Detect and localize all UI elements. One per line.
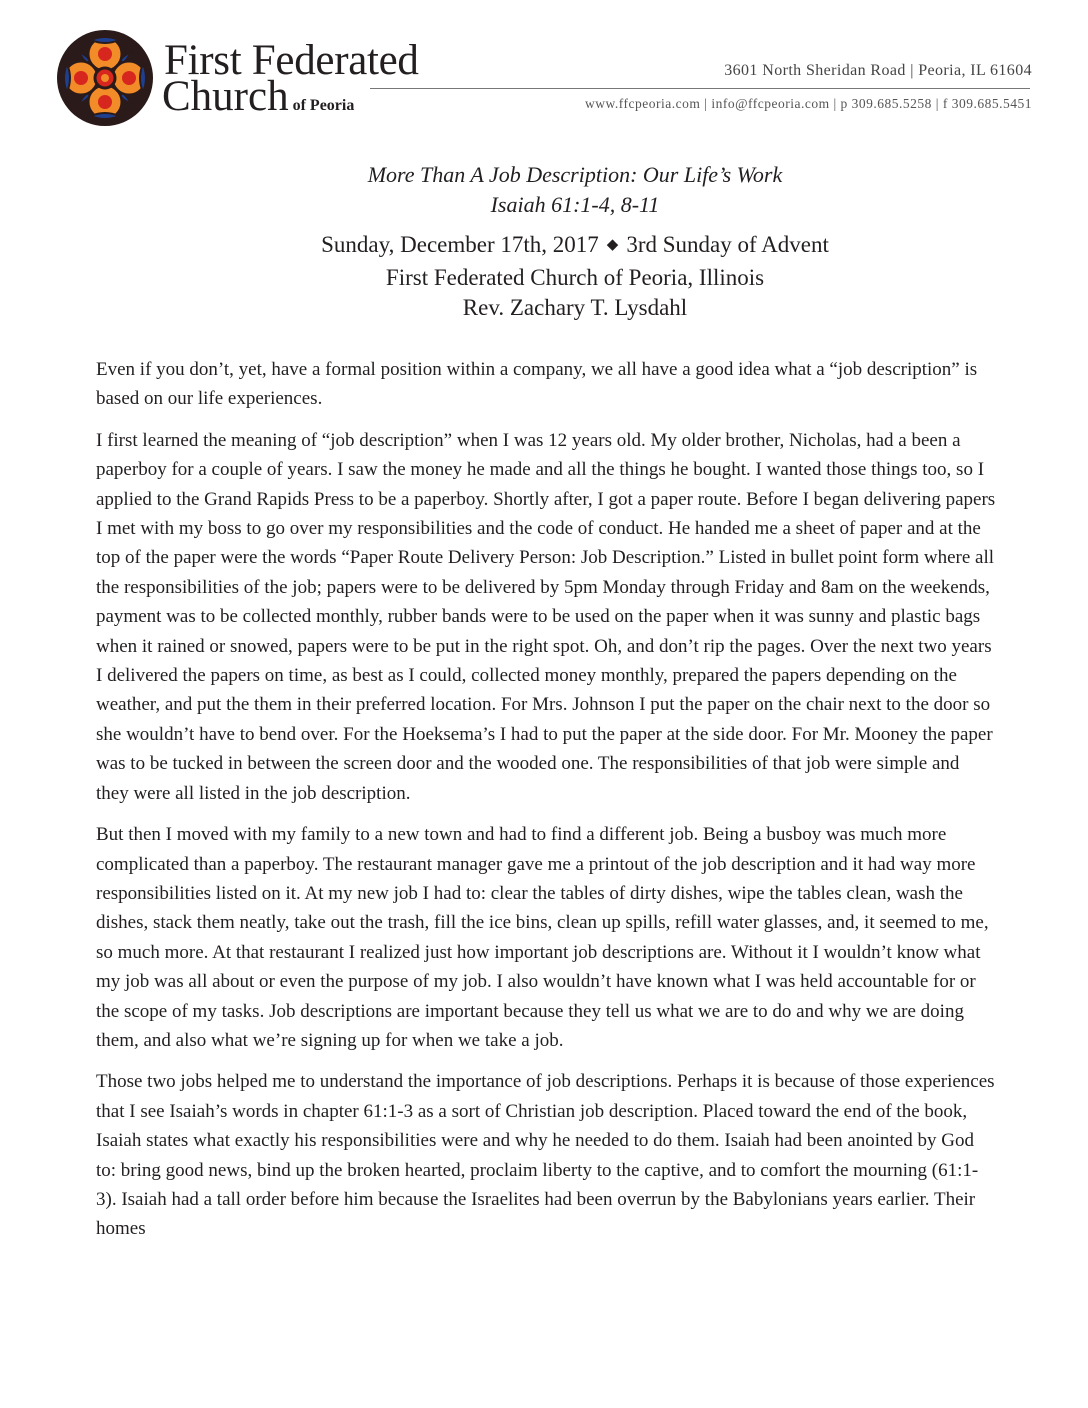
church-name-word: Church — [162, 73, 289, 120]
church-name-line1: First Federated — [164, 37, 419, 84]
sermon-title-block — [0, 160, 1088, 323]
letterhead — [0, 0, 1088, 130]
paragraph: Even if you don’t, yet, have a formal position within a company, we all have a good idea what a “job description” is based on our life experiences. — [96, 359, 978, 410]
sermon-occasion: 3rd Sunday of Advent — [626, 232, 829, 257]
church-logo-icon — [55, 28, 155, 128]
paragraph: Those two jobs helped me to understand the importance of job descriptions. Perhaps it is because of those experiences that I see Isaiah’s words in chapter 61:1-3 as a sort of Christian job description. Placed toward the end of the book, Isaiah states what exactly his responsibilities were and why he needed to do them. Isaiah had been anointed by God to: bring good news, bind up the broken hearted, proclaim liberty to the captive, and to comfort the mourning (61:1-3). Isaiah had a tall order before him because the Israelites had been overrun by the Babylonians years earlier. Their homes — [96, 1071, 995, 1240]
sermon-title: More Than A Job Description: Our Life’s Work — [367, 162, 783, 187]
church-name-line2 — [162, 74, 354, 129]
diamond-separator-icon: ◆ — [606, 237, 619, 253]
letterhead-rule — [370, 88, 1030, 89]
church-contact: www.ffcpeoria.com | info@ffcpeoria.com | p 309.685.5258 | f 309.685.5451 — [585, 96, 1032, 111]
scripture-reference: Isaiah 61:1-4, 8-11 — [490, 192, 660, 217]
paragraph: I first learned the meaning of “job description” when I was 12 years old. My older brother, Nicholas, had a been a paperboy for a couple of years. I saw the money he made and all the things he bought. I wanted those things too, so I applied to the Grand Rapids Press to be a paperboy. Shortly after, I got a paper route. Before I began delivering papers I met with my boss to go over my responsibilities and the code of conduct. He handed me a sheet of paper and at the top of the paper were the words “Paper Route Delivery Person: Job Description.” Listed in bullet point form where all the responsibilities of the job; papers were to be delivered by 5pm Monday through Friday and 8am on the weekends, payment was to be collected monthly, rubber bands were to be used on the paper when it was sunny and plastic bags when it rained or snowed, papers were to be put in the right spot. Oh, and don’t rip the pages. Over the next two years I delivered the papers on time, as best as I could, collected money monthly, prepared the papers depending on the weather, and put the them in their preferred location. For Mrs. Johnson I put the paper on the chair next to the door so she wouldn’t have to bend over. For the Hoeksema’s I had to put the paper at the side door. For Mr. Mooney the paper was to be tucked in between the screen door and the wooded one. The responsibilities of that job were simple and they were all listed in the job description. — [96, 429, 996, 804]
paragraph: But then I moved with my family to a new town and had to find a different job. Being a busboy was much more complicated than a paperboy. The restaurant manager gave me a printout of the job description and it had way more responsibilities listed on it. At my new job I had to: clear the tables of dirty dishes, wipe the tables clean, wash the dishes, stack them neatly, take out the trash, fill the ice bins, clean up spills, refill water glasses, and, it seemed to me, so much more. At that restaurant I realized just how important job descriptions are. Without it I wouldn’t know what my job was all about or even the purpose of my job. I also wouldn’t have known what I was held accountable for or the scope of my tasks. Job descriptions are important because they tell us what we are to do and why we are doing them, and also what we’re signing up for when we take a job. — [96, 824, 989, 1051]
sermon-date: Sunday, December 17th, 2017 — [321, 232, 599, 257]
church-name-suffix: of Peoria — [292, 97, 355, 114]
date-line — [0, 230, 1088, 263]
pastor-name: Rev. Zachary T. Lysdahl — [462, 295, 688, 320]
sermon-body — [96, 355, 996, 1256]
church-line: First Federated Church of Peoria, Illinois — [385, 265, 765, 290]
church-address: 3601 North Sheridan Road | Peoria, IL 61604 — [724, 62, 1032, 79]
